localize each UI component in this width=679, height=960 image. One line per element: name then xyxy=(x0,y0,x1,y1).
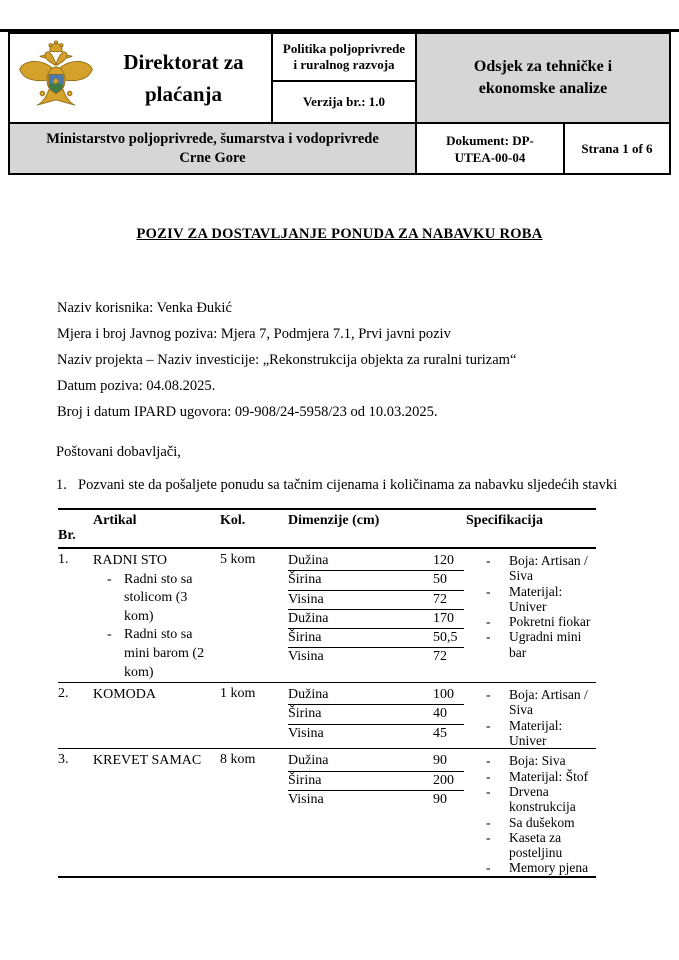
item-sub-item: - Radni sto sa mini barom (2 kom) xyxy=(93,626,220,682)
column-header-kol: Kol. xyxy=(220,513,246,528)
header-brand-cell xyxy=(10,34,273,124)
spec-item: - Boja: Artisan / Siva xyxy=(486,553,596,584)
row-number: 2. xyxy=(58,686,69,702)
dash-bullet: - xyxy=(107,627,112,643)
item-quantity: 5 kom xyxy=(220,552,256,567)
item-quantity: 8 kom xyxy=(220,752,256,768)
info-block xyxy=(57,295,516,425)
policy-label: Politika poljoprivrede i ruralnog razvoja xyxy=(273,34,415,82)
row-number: 1. xyxy=(58,552,69,567)
item-name-cell xyxy=(93,752,220,875)
dimension-row: Širina 50 xyxy=(288,571,464,590)
spec-item: - Materijal: Štof xyxy=(486,769,596,784)
items-table-header xyxy=(58,510,596,549)
item-name: RADNI STO xyxy=(93,553,168,568)
table-row xyxy=(58,749,596,877)
montenegro-coat-of-arms-icon xyxy=(10,38,102,118)
column-header-artikal: Artikal xyxy=(93,513,137,528)
dimension-row: Dužina 90 xyxy=(288,752,464,771)
column-header-dimenzije: Dimenzije (cm) xyxy=(288,513,380,528)
info-line-beneficiary: Naziv korisnika: Venka Đukić xyxy=(57,300,232,316)
info-line-project: Naziv projekta – Naziv investicije: „Rekonstrukcija objekta za ruralni turizam“ xyxy=(57,352,517,368)
dimension-row: Dužina 120 xyxy=(288,552,464,571)
info-line-date: Datum poziva: 04.08.2025. xyxy=(57,378,216,394)
dimension-row: Visina 72 xyxy=(288,649,447,665)
dimension-row: Širina 40 xyxy=(288,705,464,724)
item-name-cell xyxy=(93,686,220,748)
item-sub-item: - Radni sto sa stolicom (3 kom) xyxy=(93,571,220,627)
spec-item: - Drvena konstrukcija xyxy=(486,784,596,815)
info-line-measure: Mjera i broj Javnog poziva: Mjera 7, Podmjera 7.1, Prvi javni poziv xyxy=(57,326,451,342)
spec-item: - Materijal: Univer xyxy=(486,718,596,749)
items-table xyxy=(58,508,596,878)
spec-item: - Memory pjena xyxy=(486,860,596,875)
salutation: Poštovani dobavljači, xyxy=(56,444,181,460)
dimension-row: Visina 45 xyxy=(288,725,447,741)
item-specifications xyxy=(466,686,596,748)
table-row xyxy=(58,549,596,683)
column-header-specifikacija: Specifikacija xyxy=(466,513,543,528)
info-line-contract: Broj i datum IPARD ugovora: 09-908/24-5958/23 od 10.03.2025. xyxy=(57,404,438,420)
ministry-label: Ministarstvo poljoprivrede, šumarstva i vodoprivrede Crne Gore xyxy=(10,124,417,173)
dimension-row: Visina 90 xyxy=(288,791,447,807)
item-dimensions xyxy=(288,552,466,682)
item-specifications xyxy=(466,752,596,875)
spec-item: - Boja: Siva xyxy=(486,753,596,768)
spec-item: - Ugradni mini bar xyxy=(486,629,596,660)
spec-item: - Kaseta za posteljinu xyxy=(486,830,596,861)
row-number: 3. xyxy=(58,752,69,768)
spec-item: - Materijal: Univer xyxy=(486,584,596,615)
item-specifications xyxy=(466,552,596,682)
intro-line xyxy=(56,477,617,494)
table-row xyxy=(58,683,596,749)
dash-bullet: - xyxy=(107,571,112,587)
item-name: KOMODA xyxy=(93,687,156,703)
dimension-row: Dužina 170 xyxy=(288,610,464,629)
spec-item: - Pokretni fiokar xyxy=(486,614,596,629)
intro-text: Pozvani ste da pošaljete ponudu sa tačnim cijenama i količinama za nabavku sljedećih stavki xyxy=(78,477,618,493)
department-label: Odsjek za tehničke i ekonomske analize xyxy=(417,34,669,124)
document-header-table xyxy=(8,32,671,175)
dimension-row: Visina 72 xyxy=(288,591,464,610)
spec-item: - Sa dušekom xyxy=(486,815,596,830)
directorate-title: Direktorat za plaćanja xyxy=(123,50,244,106)
item-dimensions xyxy=(288,752,466,875)
intro-number: 1. xyxy=(56,477,67,493)
item-name-cell xyxy=(93,552,220,682)
item-dimensions xyxy=(288,686,466,748)
document-title: POZIV ZA DOSTAVLJANJE PONUDA ZA NABAVKU ROBA xyxy=(136,226,543,242)
document-ref: Dokument: DP-UTEA-00-04 xyxy=(417,124,565,173)
spec-item: - Boja: Artisan / Siva xyxy=(486,687,596,718)
item-quantity: 1 kom xyxy=(220,686,256,702)
page-number: Strana 1 of 6 xyxy=(581,140,653,156)
dimension-row: Širina 200 xyxy=(288,772,464,791)
version-label: Verzija br.: 1.0 xyxy=(302,94,386,109)
item-name: KREVET SAMAC xyxy=(93,753,202,769)
dimension-row: Širina 50,5 xyxy=(288,629,464,648)
column-header-br: Br. xyxy=(58,528,76,543)
dimension-row: Dužina 100 xyxy=(288,686,464,705)
header-policy-cell xyxy=(273,34,417,124)
